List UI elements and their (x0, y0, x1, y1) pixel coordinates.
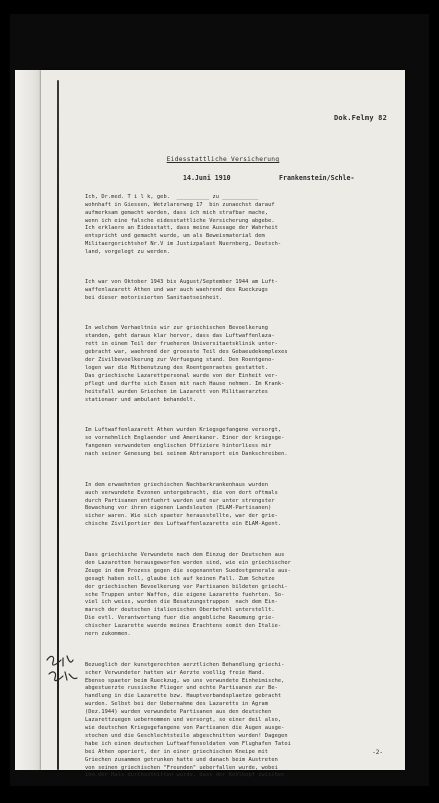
binding-margin (15, 70, 41, 770)
paragraph-evzones: In dem erwaehnten griechischen Nachbarkrankenhaus wurden auch verwundete Evzonen untergebracht, die von dort oftmals durch Partisanen entfuehrt wurden und nur unter strengster Bewachung vor ihren eigenen Landsleuten (ELAM-Partisanen) sicher waren. Wie sich spaeter herausstellte, war der grie- chische Zivilportier des Luftwaffenlazaretts ein ELAM-Agent. (85, 481, 282, 528)
paragraph-service: Ich war von Oktober 1943 bis August/September 1944 am Luft- waffenlazarett Athen und war auch waehrend des Rueckzugs bei dieser motorisierten Sanitaetseinheit. (85, 278, 278, 301)
document-page (41, 70, 405, 779)
paragraph-treatment: Bezueglich der kunstgerechten aerztlichen Behandlung griechi- scher Verwundeter hatten wir Aerzte voellig freie Hand. Ebenso spaeter beim Rueckzug, wo uns verwundete Einheimische, abgestuerzte russische Flieger und echte Partisanen zur Be- handlung in die Lazarette bzw. Hauptverbandsplaetze gebracht wurden. Selbst bei der Uebernahme des Lazaretts in Agram (Dez.1944) wurden verwundete Partisanen aus den deutschen Lazarettzuegen uebernommen und versorgt, so einer deil also, wie deutschen Kriegsgefangene von Partisanen die Augen ausge- stochen und die Geschlechtsteile abgeschnitten wurden! Dagegen habe ich einen deutschen Luftwaffensoldaten vom Flughafen Tatoi bei Athen operiert, der in einer griechischen Kneipe mit Griechen zusammen getrunken hatte und danach beim Austreten von seinen griechischen "Freunden" ueberfallen wurde, wobei ihm der Hals durchschnitten wurde, dass der Kehlkopf zwischen (85, 661, 291, 779)
binding-thread (57, 80, 59, 770)
filled-birth-place: Frankenstein/Schle- (279, 174, 355, 182)
filled-birth-date: 14.Juni 1910 (183, 174, 231, 182)
paragraph-relations: In welchem Verhaeltnis wir zur griechischen Bevoelkerung standen, geht daraus klar hervor, dass das Luftwaffenlaza- rett in einem Teil der frueheren Universitaetsklinik unter- gebracht war, waehrend der groesste Teil des Gebaeudekomplexes der Zivilbevoelkerung zur Verfuegung stand. Den Roentgeno- logen war die Mitbenutzung des Roentgenraetes gestattet. Das griechische Lazarettpersonal wurde von der Einheit ver- pflegt und durfte sich Essen mit nach Hause nehmen. Im Krank- heitsfall wurden Griechen im Lazarett von Militaerarztes stationaer und ambulant behandelt. (85, 325, 288, 403)
document-title: Eidesstattliche Versicherung (166, 156, 280, 163)
paragraph-declaration: Ich, Dr.med. T i l k, geb. __________ zu ___________ wohnhaft in Giessen, Wetzlarerweg 17 bin zunaechst darauf aufmerksam gemacht worden, dass ich mich strafbar mache, wenn ich eine falsche eidesstattliche Versicherung abgebe. Ich erklaere an Eidesstatt, dass meine Aussage der Wahrheit entspricht und gemacht wurde, um als Beweismaterial dem Militaergerichtshof Nr.V im Justizpalast Nuernberg, Deutsch- land, vorgelegt zu werden. (85, 193, 282, 256)
document-body (85, 178, 405, 803)
document-reference: Dok.Felmy 82 (334, 114, 387, 122)
paragraph-wounded: Dass griechische Verwundete nach dem Einzug der Deutschen aus den Lazaretten herausgeworfen worden sind, wie ein griechischer Zeuge in dem Prozess gegen die sogenannten Suedostgenerale aus- gesagt haben soll, glaube ich auf keinen Fall. Zum Schutze der griechischen Bevoelkerung vor Partisanen bildeten griechi- sche Truppen unter Waffen, die eigene Lazarette fuehrten. So- viel ich weiss, wurden die Besatzungstruppen nach dem Ein- marsch der deutschen italienischen Oberbefehl unterstellt. Die evtl. Verantwortung fuer die angebliche Raeumung grie- chischer Lazarette wuerde meines Erachtens somit den Italie- nern zukommen. (85, 551, 291, 638)
handwritten-signature (43, 650, 81, 690)
paragraph-prisoners: Im Luftwaffenlazarett Athen wurden Kriegsgefangene versorgt, so vornehmlich Englaender und Amerikaner. Einer der kriegsge- fangenen verwundeten englischen Offiziere hinterliess mir nach seiner Genesung bei seinem Abtransport ein Dankschreiben. (85, 427, 288, 457)
page-number: -2- (372, 749, 383, 756)
